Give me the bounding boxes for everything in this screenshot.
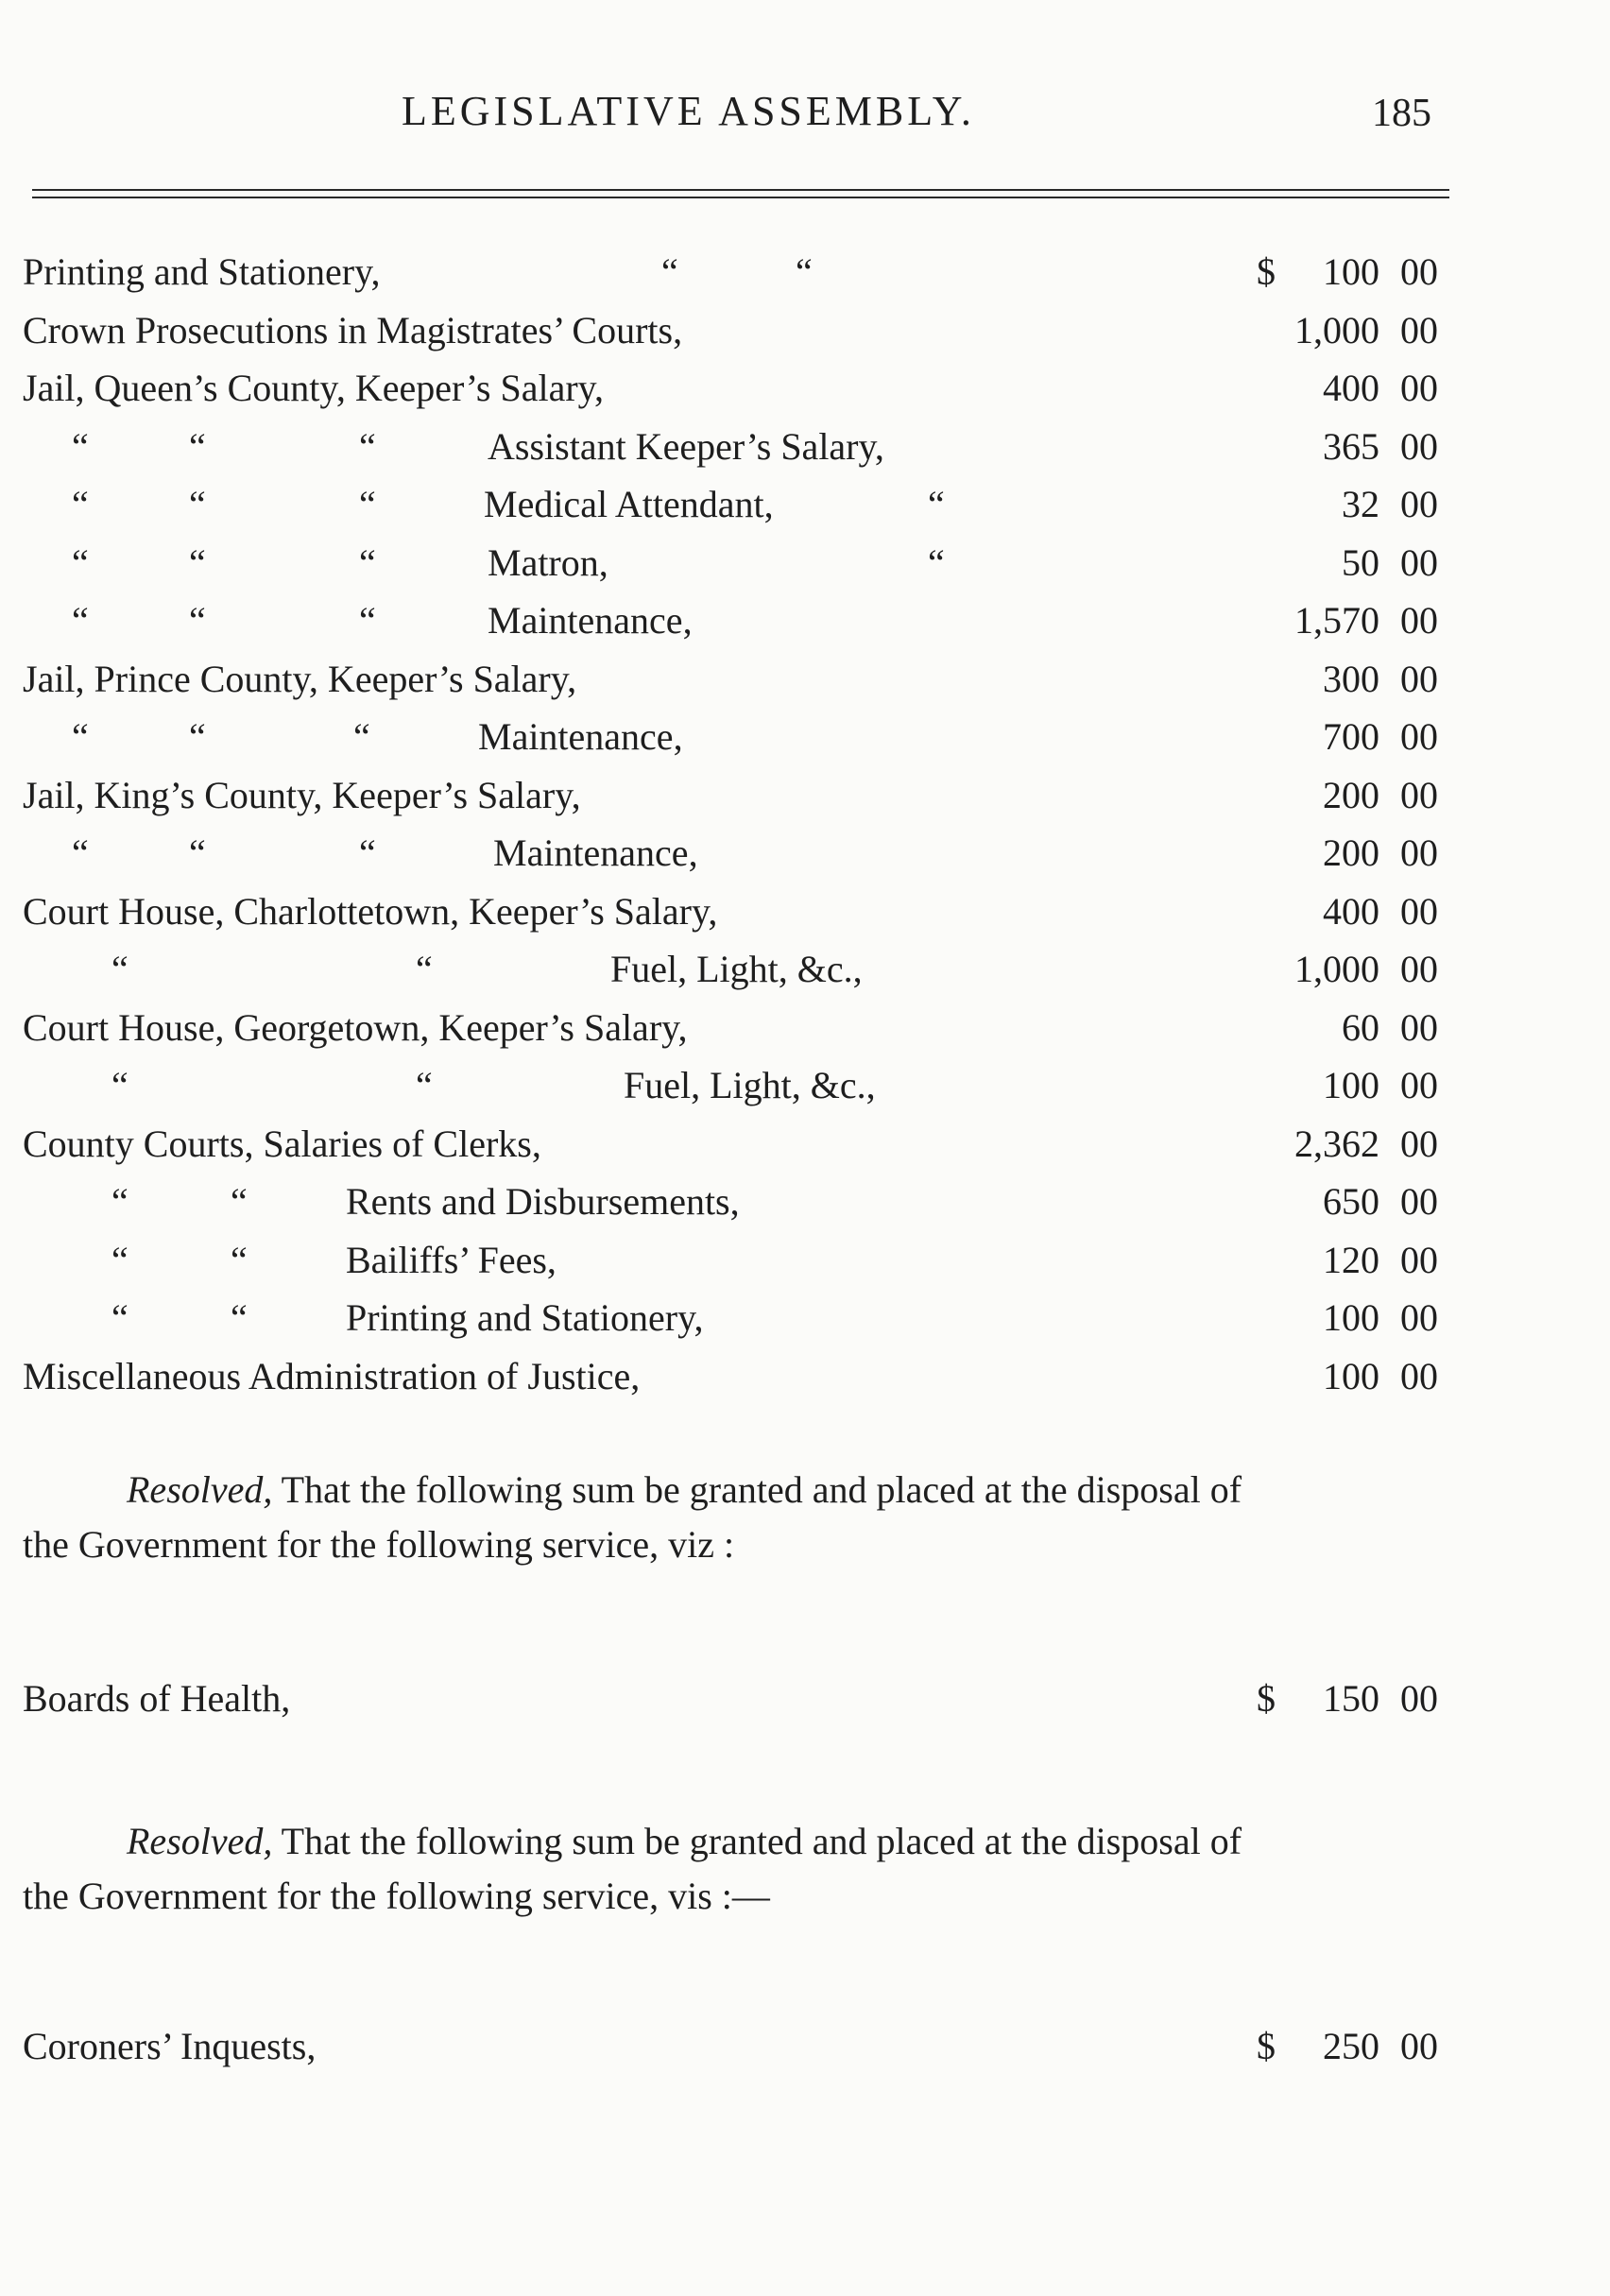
amount-dollars: 32 xyxy=(1342,483,1379,525)
ditto-mark: “ xyxy=(359,424,376,468)
ditto-mark: “ xyxy=(189,540,206,584)
appropriations-ledger xyxy=(0,248,1610,1410)
row-label: County Courts, Salaries of Clerks, xyxy=(23,1122,541,1165)
amount-dollars: 365 xyxy=(1323,424,1379,468)
ditto-mark: “ xyxy=(72,540,89,584)
ledger-row xyxy=(0,712,1610,771)
resolution-lead: Resolved, xyxy=(127,1820,273,1862)
amount-cents: 00 xyxy=(1400,1296,1438,1339)
row-label: Jail, Prince County, Keeper’s Salary, xyxy=(23,657,577,700)
ditto-mark: “ xyxy=(359,483,376,525)
amount-dollars: 1,000 xyxy=(1294,308,1379,351)
amount-dollars: 1,570 xyxy=(1294,599,1379,642)
ditto-mark: “ xyxy=(111,1180,128,1223)
amount-dollars: 400 xyxy=(1323,889,1379,933)
ditto-mark: “ xyxy=(416,1064,433,1106)
amount-cents: 00 xyxy=(1400,1064,1438,1106)
ditto-mark: “ xyxy=(111,1064,128,1106)
row-label: Printing and Stationery, xyxy=(346,1296,704,1339)
row-label: Maintenance, xyxy=(488,599,693,642)
ditto-mark: “ xyxy=(796,250,813,293)
row-label: Crown Prosecutions in Magistrates’ Courts, xyxy=(23,308,683,351)
resolution-lead: Resolved, xyxy=(127,1468,273,1511)
amount-dollars: 2,362 xyxy=(1294,1122,1379,1165)
amount-cents: 00 xyxy=(1400,948,1438,990)
amount-cents: 00 xyxy=(1400,1122,1438,1165)
amount-cents: 00 xyxy=(1400,1354,1438,1397)
page-header xyxy=(0,87,1610,144)
ledger-row xyxy=(0,364,1610,422)
ditto-mark: “ xyxy=(72,599,89,642)
resolution-text: That the following sum be granted and placed at the disposal of the Government for the following service, viz : xyxy=(23,1468,1242,1566)
ledger-row-coroners-inquests xyxy=(0,2022,1610,2079)
ditto-mark: “ xyxy=(72,715,89,758)
ledger-row xyxy=(0,1352,1610,1411)
ledger-row xyxy=(0,1177,1610,1236)
ditto-mark: “ xyxy=(189,424,206,468)
amount-dollars: 650 xyxy=(1323,1180,1379,1223)
ditto-mark: “ xyxy=(111,948,128,990)
ditto-mark: “ xyxy=(359,599,376,642)
amount-cents: 00 xyxy=(1400,1180,1438,1223)
row-label: Miscellaneous Administration of Justice, xyxy=(23,1354,641,1397)
amount-dollars: 200 xyxy=(1323,831,1379,874)
header-rule-bottom xyxy=(32,197,1449,198)
row-label: Maintenance, xyxy=(478,715,683,758)
amount-cents: 00 xyxy=(1400,831,1438,874)
amount-cents: 00 xyxy=(1400,715,1438,758)
resolution-paragraph-2 xyxy=(23,1814,1270,1924)
ledger-row xyxy=(0,1236,1610,1294)
ditto-mark: “ xyxy=(928,540,945,584)
amount-cents: 00 xyxy=(1400,1005,1438,1049)
amount-dollars: 400 xyxy=(1323,367,1379,409)
ditto-mark: “ xyxy=(231,1296,248,1339)
amount-cents: 00 xyxy=(1400,1238,1438,1281)
amount-dollars: 100 xyxy=(1323,1354,1379,1397)
ditto-mark: “ xyxy=(189,599,206,642)
ledger-row xyxy=(0,480,1610,539)
ditto-mark: “ xyxy=(416,948,433,990)
amount-dollars: 120 xyxy=(1323,1238,1379,1281)
ledger-row xyxy=(0,1061,1610,1120)
dollar-sign: $ xyxy=(1257,250,1276,293)
ditto-mark: “ xyxy=(928,483,945,525)
amount-cents: 00 xyxy=(1400,1677,1438,1720)
ledger-row xyxy=(0,248,1610,306)
amount-cents: 00 xyxy=(1400,367,1438,409)
row-label: Medical Attendant, xyxy=(484,483,774,525)
ditto-mark: “ xyxy=(72,483,89,525)
dollar-sign: $ xyxy=(1257,1677,1276,1720)
row-label: Printing and Stationery, xyxy=(23,250,381,293)
resolution-text: That the following sum be granted and placed at the disposal of the Government for the following service, vis :— xyxy=(23,1820,1242,1917)
ledger-row xyxy=(0,306,1610,365)
ditto-mark: “ xyxy=(189,483,206,525)
row-label: Matron, xyxy=(488,540,608,584)
page-number: 185 xyxy=(1372,92,1431,135)
resolution-paragraph-1 xyxy=(23,1463,1270,1572)
amount-dollars: 100 xyxy=(1323,1064,1379,1106)
ledger-row xyxy=(0,1294,1610,1352)
ledger-row-boards-of-health xyxy=(0,1674,1610,1731)
dollar-sign: $ xyxy=(1257,2025,1276,2067)
ditto-mark: “ xyxy=(661,250,678,293)
row-label: Fuel, Light, &c., xyxy=(624,1064,876,1106)
ditto-mark: “ xyxy=(359,540,376,584)
row-label: Court House, Charlottetown, Keeper’s Salary, xyxy=(23,889,718,933)
ditto-mark: “ xyxy=(111,1296,128,1339)
ledger-row xyxy=(0,945,1610,1003)
amount-dollars: 150 xyxy=(1323,1677,1379,1720)
ditto-mark: “ xyxy=(189,831,206,874)
ledger-row xyxy=(0,771,1610,830)
row-label: Fuel, Light, &c., xyxy=(610,948,863,990)
amount-dollars: 100 xyxy=(1323,1296,1379,1339)
amount-cents: 00 xyxy=(1400,424,1438,468)
amount-dollars: 200 xyxy=(1323,773,1379,816)
row-label: Maintenance, xyxy=(493,831,698,874)
amount-cents: 00 xyxy=(1400,2025,1438,2067)
row-label: Assistant Keeper’s Salary, xyxy=(488,424,884,468)
row-label: Jail, Queen’s County, Keeper’s Salary, xyxy=(23,367,605,409)
ditto-mark: “ xyxy=(359,831,376,874)
ditto-mark: “ xyxy=(72,831,89,874)
row-label: Court House, Georgetown, Keeper’s Salary, xyxy=(23,1005,688,1049)
ledger-row xyxy=(0,422,1610,481)
amount-dollars: 50 xyxy=(1342,540,1379,584)
amount-cents: 00 xyxy=(1400,483,1438,525)
ledger-row xyxy=(0,887,1610,946)
row-label: Bailiffs’ Fees, xyxy=(346,1238,557,1281)
amount-dollars: 700 xyxy=(1323,715,1379,758)
amount-dollars: 100 xyxy=(1323,250,1379,293)
amount-cents: 00 xyxy=(1400,773,1438,816)
header-rule-top xyxy=(32,189,1449,191)
row-label: Coroners’ Inquests, xyxy=(23,2025,317,2067)
ditto-mark: “ xyxy=(189,715,206,758)
row-label: Jail, King’s County, Keeper’s Salary, xyxy=(23,773,581,816)
amount-cents: 00 xyxy=(1400,540,1438,584)
row-label: Boards of Health, xyxy=(23,1677,291,1720)
ledger-row xyxy=(0,1120,1610,1178)
ledger-row xyxy=(0,539,1610,597)
amount-dollars: 250 xyxy=(1323,2025,1379,2067)
ledger-row xyxy=(0,829,1610,887)
amount-cents: 00 xyxy=(1400,308,1438,351)
ditto-mark: “ xyxy=(353,715,370,758)
ditto-mark: “ xyxy=(231,1238,248,1281)
amount-cents: 00 xyxy=(1400,657,1438,700)
ditto-mark: “ xyxy=(231,1180,248,1223)
amount-cents: 00 xyxy=(1400,889,1438,933)
ditto-mark: “ xyxy=(111,1238,128,1281)
ditto-mark: “ xyxy=(72,424,89,468)
running-title: LEGISLATIVE ASSEMBLY. xyxy=(402,88,975,134)
ledger-row xyxy=(0,1003,1610,1062)
amount-dollars: 300 xyxy=(1323,657,1379,700)
amount-dollars: 1,000 xyxy=(1294,948,1379,990)
ledger-row xyxy=(0,655,1610,713)
row-label: Rents and Disbursements, xyxy=(346,1180,740,1223)
ledger-row xyxy=(0,596,1610,655)
amount-cents: 00 xyxy=(1400,250,1438,293)
amount-cents: 00 xyxy=(1400,599,1438,642)
amount-dollars: 60 xyxy=(1342,1005,1379,1049)
